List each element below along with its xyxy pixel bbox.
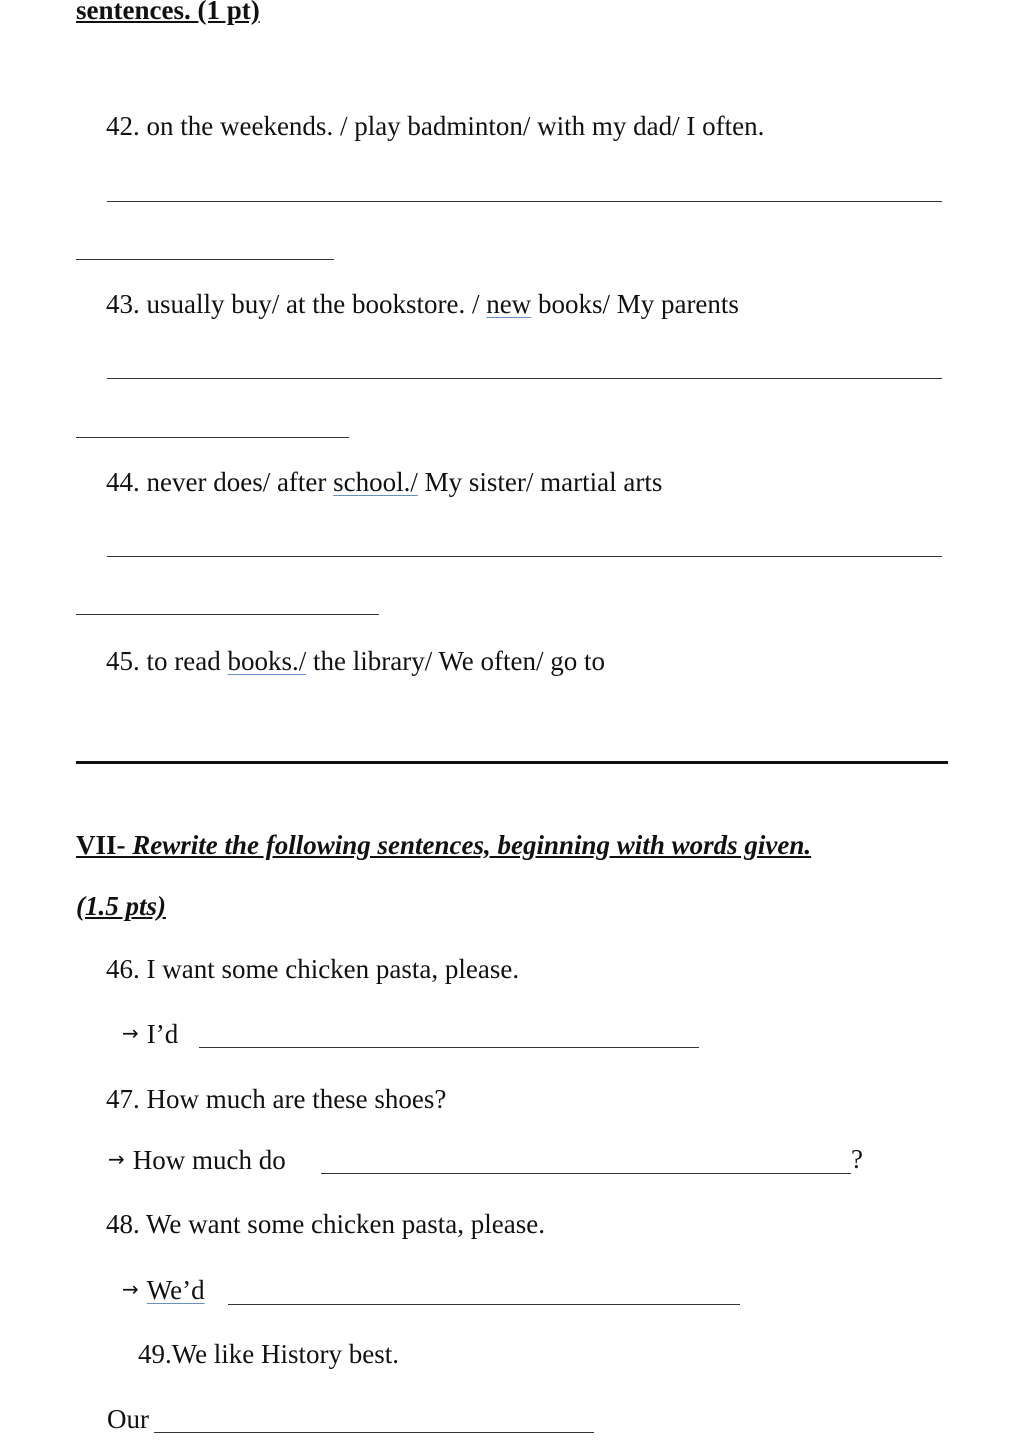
question-text-pre: usually buy/ at the bookstore. / bbox=[146, 289, 487, 319]
section-heading-top: sentences. (1 pt) bbox=[76, 0, 260, 25]
answer-48 bbox=[122, 1273, 205, 1306]
question-42 bbox=[106, 110, 764, 142]
answer-line-44a[interactable] bbox=[107, 556, 942, 557]
question-text: on the weekends. / play badminton/ with my dad/ I often. bbox=[146, 111, 765, 141]
question-text-pre: never does/ after bbox=[146, 467, 334, 497]
answer-start: We’d bbox=[146, 1275, 205, 1305]
answer-line-43b[interactable] bbox=[76, 437, 349, 438]
section-points: (1.5 pts) bbox=[76, 891, 166, 921]
answer-line-42b[interactable] bbox=[76, 259, 334, 260]
question-number: 44. bbox=[106, 467, 140, 497]
question-46 bbox=[106, 953, 519, 985]
answer-line-47[interactable] bbox=[321, 1173, 851, 1174]
question-number: 49. bbox=[138, 1339, 172, 1369]
question-number: 46. bbox=[106, 954, 140, 984]
question-43 bbox=[106, 288, 739, 320]
answer-end: ? bbox=[851, 1144, 863, 1174]
question-45 bbox=[106, 645, 605, 677]
right-arrow-icon: → bbox=[122, 1021, 139, 1045]
answer-line-44b[interactable] bbox=[76, 614, 379, 615]
underlined-word: books./ bbox=[227, 646, 307, 676]
question-text: How much are these shoes? bbox=[146, 1084, 447, 1114]
question-number: 45. bbox=[106, 646, 140, 676]
underlined-word: new bbox=[486, 289, 532, 319]
section-heading-vii bbox=[76, 829, 811, 861]
question-text-post: books/ My parents bbox=[531, 289, 739, 319]
right-arrow-icon: → bbox=[122, 1277, 139, 1301]
answer-line-49[interactable] bbox=[154, 1432, 594, 1433]
answer-47 bbox=[108, 1143, 286, 1176]
section-title: Rewrite the following sentences, beginning with words given. bbox=[125, 830, 812, 860]
answer-line-42a[interactable] bbox=[107, 201, 942, 202]
right-arrow-icon: → bbox=[108, 1147, 125, 1171]
answer-49-start: Our bbox=[107, 1404, 149, 1434]
question-text-post: My sister/ martial arts bbox=[417, 467, 663, 497]
answer-start: I’d bbox=[146, 1019, 179, 1049]
question-text-pre: to read bbox=[146, 646, 228, 676]
underlined-word: school./ bbox=[333, 467, 418, 497]
answer-line-46[interactable] bbox=[199, 1047, 699, 1048]
answer-46 bbox=[122, 1017, 178, 1050]
question-47 bbox=[106, 1083, 446, 1115]
question-number: 48. bbox=[106, 1209, 140, 1239]
answer-line-45[interactable] bbox=[76, 761, 948, 764]
question-text: I want some chicken pasta, please. bbox=[146, 954, 520, 984]
answer-line-48[interactable] bbox=[228, 1304, 740, 1305]
question-text: We like History best. bbox=[171, 1339, 400, 1369]
answer-start: How much do bbox=[132, 1145, 286, 1175]
question-number: 47. bbox=[106, 1084, 140, 1114]
answer-line-43a[interactable] bbox=[107, 378, 942, 379]
question-text-post: the library/ We often/ go to bbox=[306, 646, 605, 676]
question-44 bbox=[106, 466, 662, 498]
section-prefix: VII- bbox=[76, 830, 126, 860]
question-48 bbox=[106, 1208, 545, 1240]
question-49 bbox=[138, 1338, 399, 1370]
question-number: 42. bbox=[106, 111, 140, 141]
question-text: We want some chicken pasta, please. bbox=[146, 1209, 545, 1239]
question-number: 43. bbox=[106, 289, 140, 319]
